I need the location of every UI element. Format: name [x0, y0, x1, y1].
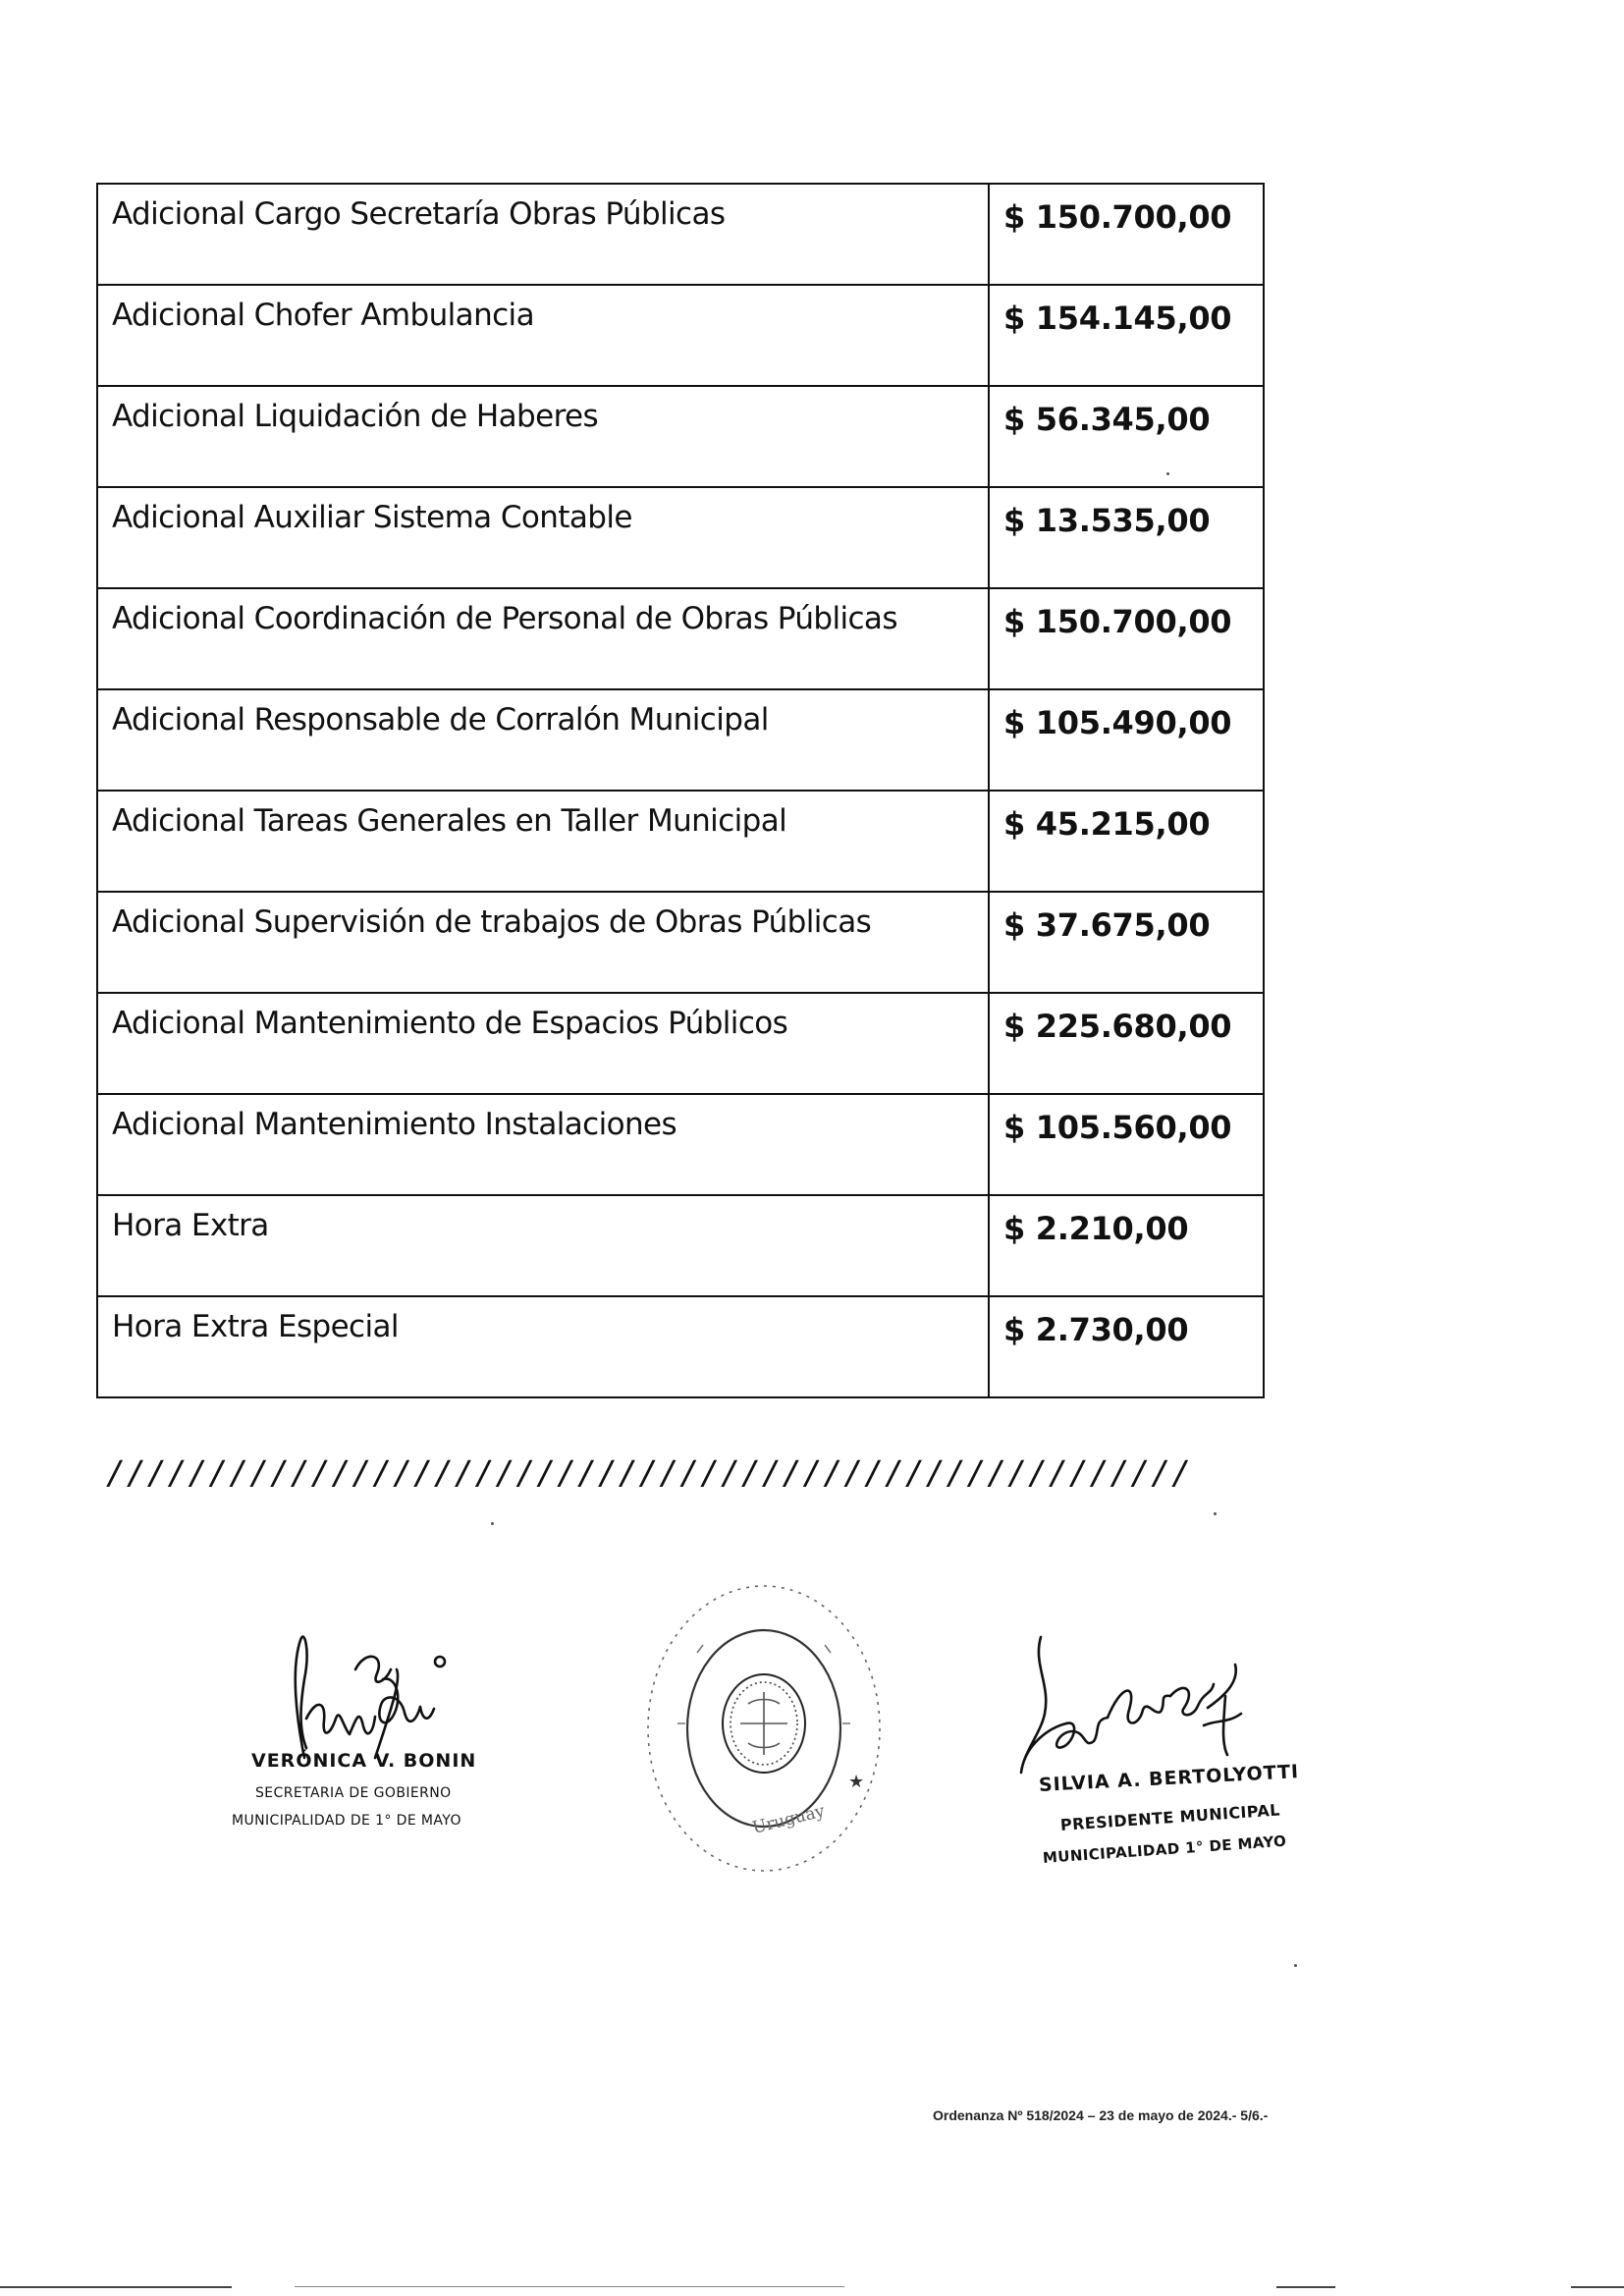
scan-artifact-line [0, 2286, 232, 2288]
scan-artifact-line [295, 2286, 844, 2287]
closing-separator: ///////////////////////////////////////////////////// [106, 1453, 1192, 1492]
scan-artifact-line [1571, 2286, 1624, 2288]
amount-cell: $ 150.700,00 [989, 184, 1264, 285]
amount-cell: $ 45.215,00 [989, 791, 1264, 892]
table-row [97, 1296, 1264, 1397]
scan-speck [1294, 1964, 1297, 1967]
concept-cell: Adicional Tareas Generales en Taller Municipal [97, 791, 989, 892]
table-row [97, 386, 1264, 487]
concept-cell: Adicional Mantenimiento Instalaciones [97, 1094, 989, 1195]
amount-cell: $ 105.490,00 [989, 689, 1264, 791]
handwritten-signature-left-icon [228, 1611, 522, 1768]
table-row [97, 993, 1264, 1094]
concept-cell: Adicional Cargo Secretaría Obras Públicas [97, 184, 989, 285]
table-row [97, 1094, 1264, 1195]
svg-text:Uruguay: Uruguay [750, 1801, 827, 1838]
table-row [97, 689, 1264, 791]
amount-cell: $ 2.730,00 [989, 1296, 1264, 1397]
scan-speck [1166, 472, 1169, 475]
concept-cell: Adicional Chofer Ambulancia [97, 285, 989, 386]
municipal-seal-icon [638, 1576, 893, 1886]
concept-cell: Adicional Coordinación de Personal de Obras Públicas [97, 588, 989, 689]
signatory-name-right: SILVIA A. BERTOLYOTTI [1038, 1761, 1300, 1796]
table-row [97, 791, 1264, 892]
amount-cell: $ 13.535,00 [989, 487, 1264, 588]
scan-artifact-line [1276, 2286, 1335, 2288]
table-row [97, 1195, 1264, 1296]
signature-block-right [1011, 1625, 1345, 1890]
fees-table [96, 183, 1265, 1398]
concept-cell: Adicional Responsable de Corralón Municipal [97, 689, 989, 791]
page-footer: Ordenanza Nº 518/2024 – 23 de mayo de 2024.- 5/6.- [933, 2107, 1269, 2123]
signatory-name-left: VERÓNICA V. BONIN [251, 1750, 477, 1772]
scan-speck [1214, 1512, 1217, 1515]
amount-cell: $ 37.675,00 [989, 892, 1264, 993]
table-row [97, 588, 1264, 689]
amount-cell: $ 56.345,00 [989, 386, 1264, 487]
scan-speck [491, 1522, 494, 1525]
table-row [97, 285, 1264, 386]
amount-cell: $ 150.700,00 [989, 588, 1264, 689]
fees-table-body [97, 184, 1264, 1397]
concept-cell: Adicional Mantenimiento de Espacios Públicos [97, 993, 989, 1094]
signatory-org-left: MUNICIPALIDAD DE 1° DE MAYO [232, 1813, 461, 1829]
signatory-role-right: PRESIDENTE MUNICIPAL [1059, 1800, 1281, 1834]
concept-cell: Hora Extra Especial [97, 1296, 989, 1397]
concept-cell: Adicional Liquidación de Haberes [97, 386, 989, 487]
table-row [97, 487, 1264, 588]
table-row [97, 892, 1264, 993]
signature-block-left [228, 1611, 522, 1856]
concept-cell: Adicional Supervisión de trabajos de Obras Públicas [97, 892, 989, 993]
concept-cell: Adicional Auxiliar Sistema Contable [97, 487, 989, 588]
svg-text:★: ★ [848, 1772, 865, 1792]
amount-cell: $ 105.560,00 [989, 1094, 1264, 1195]
amount-cell: $ 154.145,00 [989, 285, 1264, 386]
signatory-role-left: SECRETARIA DE GOBIERNO [255, 1785, 452, 1801]
amount-cell: $ 225.680,00 [989, 993, 1264, 1094]
concept-cell: Hora Extra [97, 1195, 989, 1296]
signatory-org-right: MUNICIPALIDAD 1° DE MAYO [1042, 1831, 1287, 1867]
table-row [97, 184, 1264, 285]
amount-cell: $ 2.210,00 [989, 1195, 1264, 1296]
